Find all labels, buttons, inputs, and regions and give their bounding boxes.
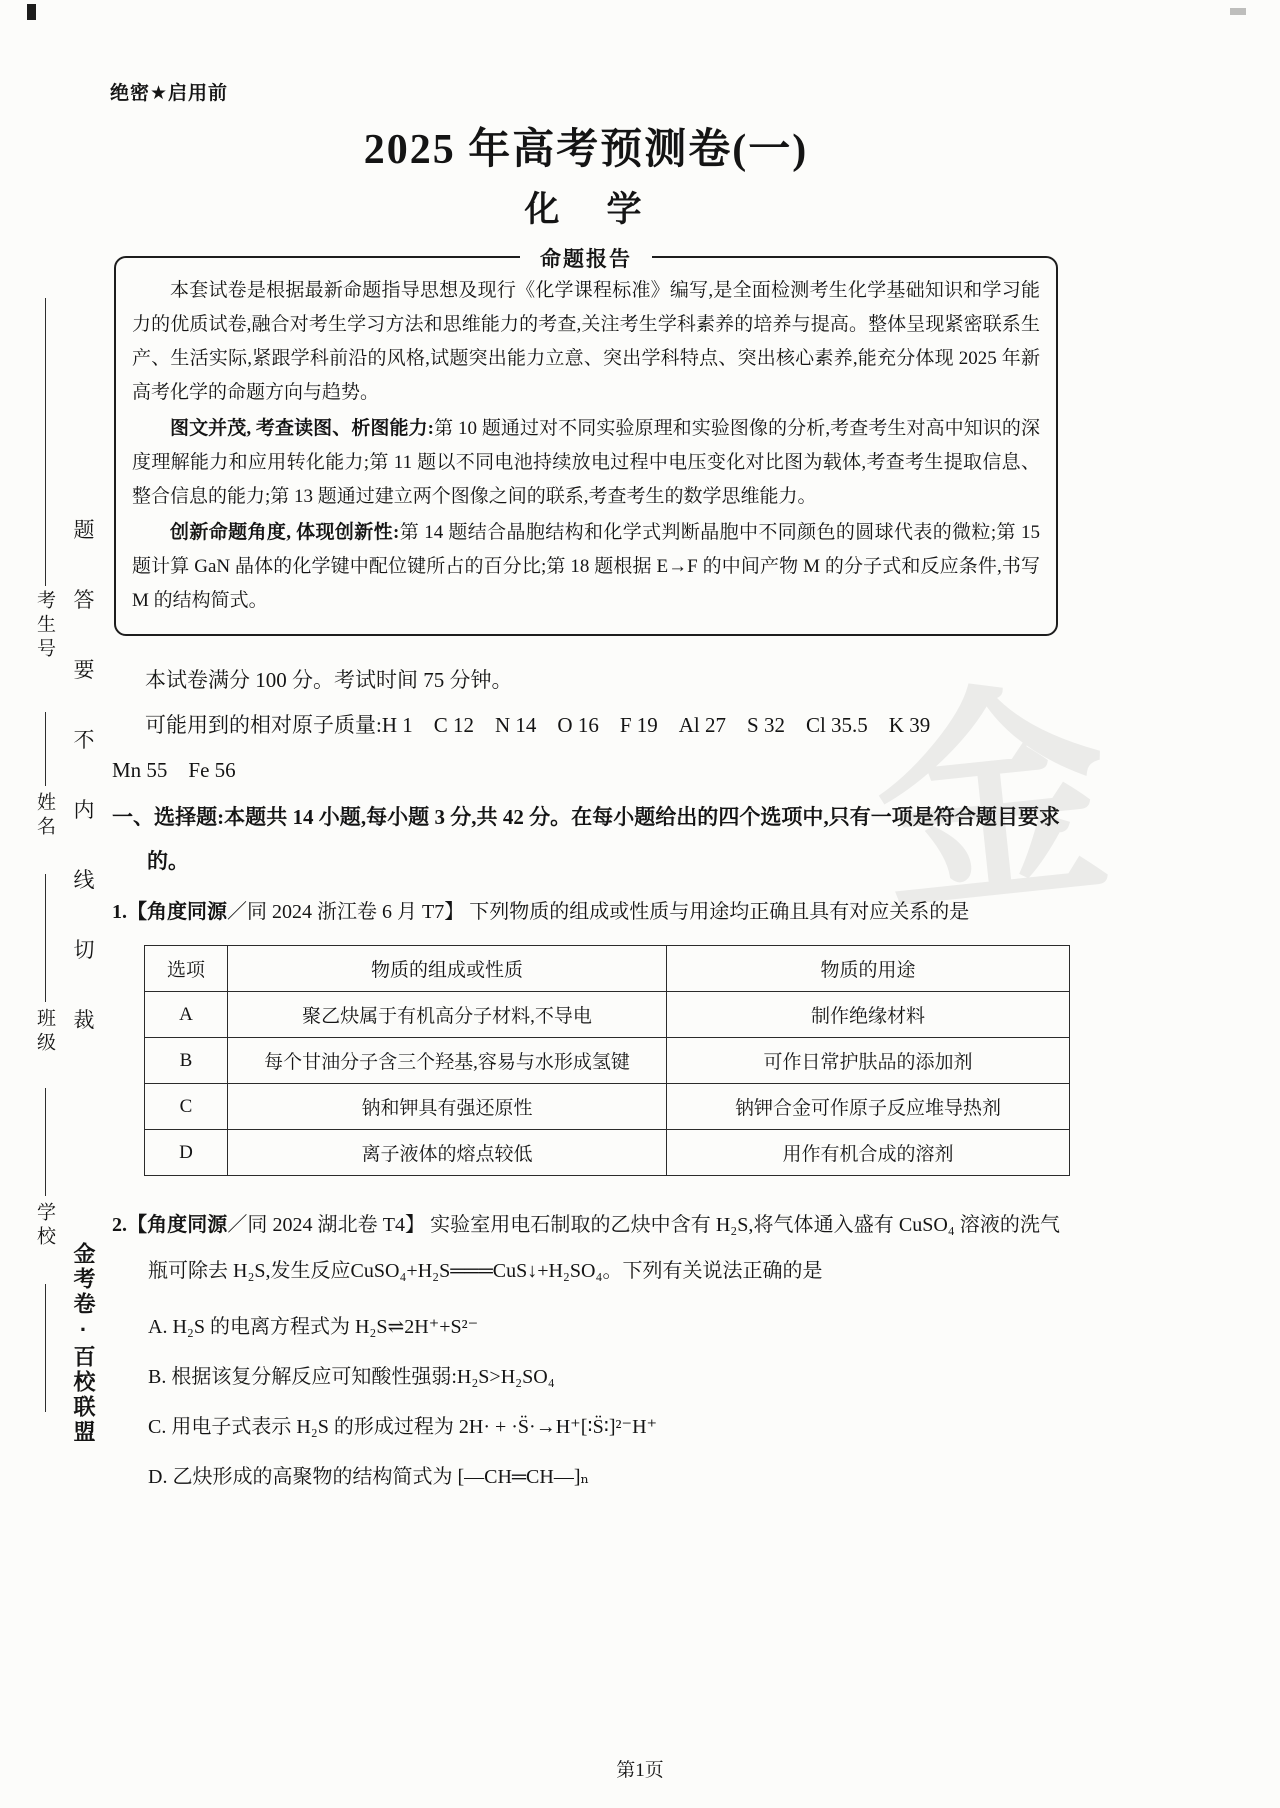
warning-char: 切	[73, 938, 95, 962]
field-label-examinee-number: 考生号	[34, 590, 55, 662]
subject-title: 化 学	[524, 190, 648, 229]
question-tag: 【角度同源	[127, 1214, 228, 1236]
atomic-masses-line-1: 可能用到的相对原子质量:H 1 C 12 N 14 O 16 F 19 Al 27 S 32 Cl 35.5 K 39	[145, 713, 931, 737]
report-paragraph	[132, 412, 1040, 514]
report-paragraph-text: 第 10 题通过对不同实验原理和实验图像的分析,考查考生对高中知识的深度理解能力和应用转化能力;第 11 题以不同电池持续放电过程中电压变化对比图为载体,考查考生提取信息、整合信息的能力;第 13 题通过建立两个图像之间的联系,考查考生的数学思维能力。	[132, 418, 1040, 507]
main-content	[112, 116, 1060, 1494]
scan-registration-mark	[27, 4, 36, 20]
warning-char: 不	[73, 728, 95, 752]
question-1-stem	[112, 889, 1060, 935]
warning-char: 题	[73, 518, 95, 542]
section-1-heading: 一、选择题:本题共 14 小题,每小题 3 分,共 42 分。在每小题给出的四个选项中,只有一项是符合题目要求的。	[112, 805, 1060, 873]
paper-title: 2025 年高考预测卷(一)	[363, 127, 809, 173]
atomic-masses-line-2: Mn 55 Fe 56	[112, 758, 236, 782]
header-use: 物质的用途	[667, 946, 1070, 992]
report-paragraph-lead: 创新命题角度, 体现创新性:	[170, 522, 400, 543]
proposition-report-box	[114, 247, 1058, 636]
warning-char: 裁	[73, 1008, 95, 1032]
q2-option-c: C. 用电子式表示 H₂S 的形成过程为 2H· + ·S̈·→H⁺[∶S̈∶]²⁻H⁺	[148, 1416, 658, 1438]
fill-in-line	[45, 298, 46, 586]
question-2-stem	[112, 1202, 1060, 1294]
cell-property: 钠和钾具有强还原性	[228, 1084, 667, 1130]
gold-watermark: 金	[865, 663, 1121, 942]
fill-in-line	[45, 874, 46, 1002]
table-header-row	[145, 946, 1070, 992]
question-1	[112, 889, 1060, 1176]
brand-label: 金考卷·百校联盟	[71, 1242, 96, 1445]
question-stem-text: 实验室用电石制取的乙炔中含有 H₂S,将气体通入盛有 CuSO₄ 溶液的洗气瓶可除去 H₂S,发生反应CuSO₄+H₂S═══CuS↓+H₂SO₄。下列有关说法正确的是	[148, 1214, 1060, 1282]
cell-use: 制作绝缘材料	[667, 992, 1070, 1038]
warning-char: 线	[73, 868, 95, 892]
header-property: 物质的组成或性质	[228, 946, 667, 992]
question-number: 2.	[112, 1214, 127, 1236]
scan-registration-mark	[1230, 8, 1246, 15]
q2-option-a: A. H₂S 的电离方程式为 H₂S⇌2H⁺+S²⁻	[148, 1316, 479, 1338]
cell-option: D	[145, 1130, 228, 1176]
question-tag-rest: ／同 2024 湖北卷 T4】	[227, 1214, 431, 1236]
table-row-b	[145, 1038, 1070, 1084]
cell-property: 每个甘油分子含三个羟基,容易与水形成氢键	[228, 1038, 667, 1084]
question-stem-text: 下列物质的组成或性质与用途均正确且具有对应关系的是	[469, 901, 970, 923]
question-tag-rest: ／同 2024 浙江卷 6 月 T7】	[227, 901, 470, 923]
warning-char: 答	[73, 588, 95, 612]
cell-option: A	[145, 992, 228, 1038]
table-row-a	[145, 992, 1070, 1038]
question-number: 1.	[112, 901, 127, 923]
table-row-d	[145, 1130, 1070, 1176]
question-tag: 【角度同源	[127, 901, 227, 923]
header-option: 选项	[145, 946, 228, 992]
warning-char: 要	[73, 658, 95, 682]
field-label-class: 班级	[34, 1008, 55, 1056]
field-label-name: 姓名	[34, 792, 55, 840]
q1-options-table	[144, 945, 1070, 1176]
cell-property: 离子液体的熔点较低	[228, 1130, 667, 1176]
score-and-time-line: 本试卷满分 100 分。考试时间 75 分钟。	[145, 668, 513, 692]
fill-in-line	[45, 1088, 46, 1196]
question-2	[112, 1202, 1060, 1494]
cell-option: C	[145, 1084, 228, 1130]
field-label-school: 学校	[34, 1202, 55, 1250]
report-paragraph-text: 第 14 题结合晶胞结构和化学式判断晶胞中不同颜色的圆球代表的微粒;第 15 题计算 GaN 晶体的化学键中配位键所占的百分比;第 18 题根据 E→F 的中间产物 M 的分子式和反应条件,书写 M 的结构简式。	[132, 522, 1041, 611]
cell-option: B	[145, 1038, 228, 1084]
cell-use: 用作有机合成的溶剂	[667, 1130, 1070, 1176]
no-answering-in-cut-area-warning	[71, 520, 97, 1031]
page-number: 第1页	[616, 1760, 664, 1781]
classification-label: 绝密★启用前	[110, 83, 229, 104]
q2-option-b: B. 根据该复分解反应可知酸性强弱:H₂S>H₂SO₄	[148, 1366, 555, 1388]
report-paragraph	[132, 516, 1040, 618]
warning-char: 内	[73, 798, 95, 822]
report-paragraph	[132, 274, 1040, 410]
q2-option-d: D. 乙炔形成的高聚物的结构简式为 [—CH═CH—]ₙ	[148, 1466, 590, 1488]
fill-in-line	[45, 1284, 46, 1412]
report-box-title: 命题报告	[520, 243, 652, 273]
report-paragraph-text: 本套试卷是根据最新命题指导思想及现行《化学课程标准》编写,是全面检测考生化学基础知识和学习能力的优质试卷,融合对考生学习方法和思维能力的考查,关注考生学科素养的培养与提高。整体呈现紧密联系生产、生活实际,紧跟学科前沿的风格,试题突出能力立意、突出学科特点、突出核心素养,能充分体现 2025 年新高考化学的命题方向与趋势。	[132, 280, 1040, 403]
cell-property: 聚乙炔属于有机高分子材料,不导电	[228, 992, 667, 1038]
report-paragraph-lead: 图文并茂, 考查读图、析图能力:	[170, 418, 434, 439]
cell-use: 钠钾合金可作原子反应堆导热剂	[667, 1084, 1070, 1130]
cell-use: 可作日常护肤品的添加剂	[667, 1038, 1070, 1084]
table-row-c	[145, 1084, 1070, 1130]
fill-in-line	[45, 712, 46, 786]
